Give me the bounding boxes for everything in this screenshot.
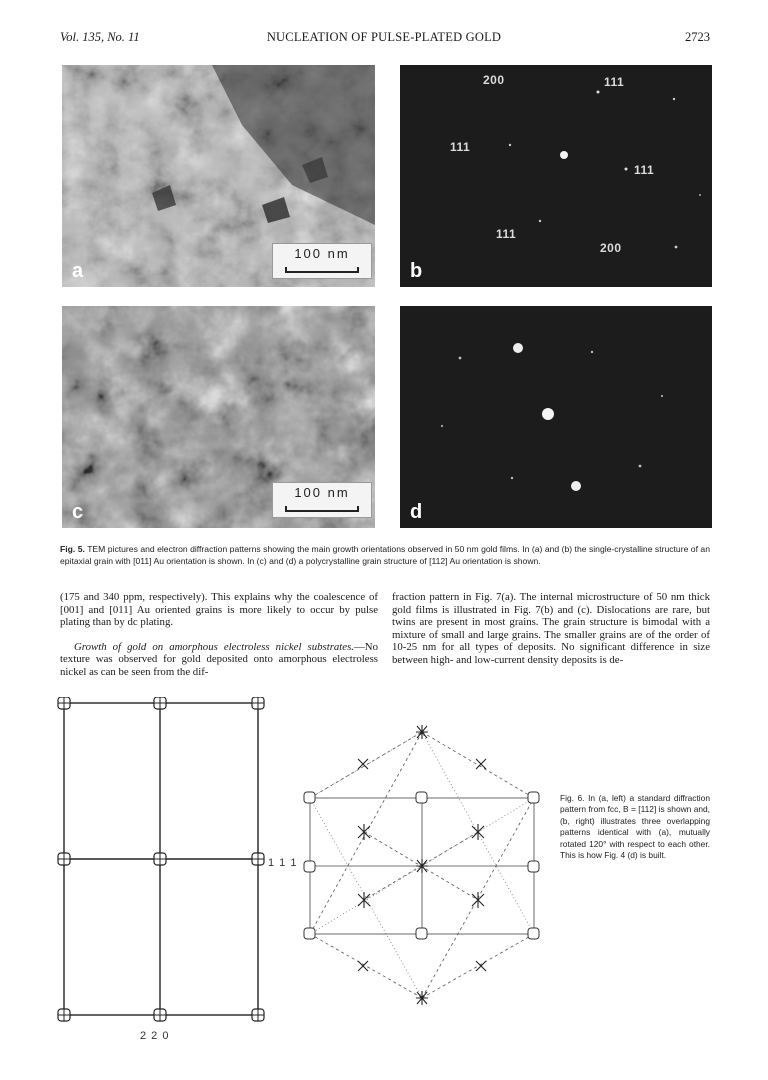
page-number: 2723: [685, 30, 710, 44]
tem-image-c: [62, 306, 375, 528]
scale-bar-a: [272, 243, 372, 279]
journal-volume: Vol. 135, No. 11: [60, 30, 140, 44]
index-label-111: 1 1 1: [268, 857, 298, 869]
reflection-111-left: 111: [450, 140, 471, 154]
figure-5-caption-text: TEM pictures and electron diffraction patterns showing the main growth orientations observed in 50 nm gold films. In (a) and (b) the single-crystalline structure of an epitaxial grain with [011] Au orientation is shown. In (c) and (d) a polycrystalline grain structure of [112] Au orientation is shown.: [60, 544, 710, 566]
reflection-111-bottom: 111: [496, 227, 517, 241]
running-title: NUCLEATION OF PULSE-PLATED GOLD: [266, 30, 502, 44]
scale-bar-label: 100 nm: [294, 246, 350, 261]
diffraction-pattern-d: [400, 306, 712, 528]
text-column-left: [60, 591, 378, 679]
tem-image-a: [62, 65, 375, 287]
scale-bar-c: [272, 482, 372, 518]
reflection-200-top: 200: [483, 73, 505, 87]
diffraction-grid-a: [50, 697, 280, 1037]
text-column-right: [392, 591, 710, 667]
section-heading: Growth of gold on amorphous electroless nickel substrates.: [74, 640, 354, 653]
figure-5-caption: [60, 543, 710, 567]
panel-label-d: d: [410, 501, 423, 523]
figure-6-caption: Fig. 6. In (a, left) a standard diffraction pattern from fcc, B = [112] is shown and, (b, right) illustrates three overlapping patterns identical with (a), mutually rotated 120° with respect to each other. This is how Fig. 4 (d) is built.: [560, 793, 710, 861]
paragraph: fraction pattern in Fig. 7(a). The internal microstructure of 50 nm thick gold films is illustrated in Fig. 7(b) and (c). Dislocations are rare, but twins are present in most grains. The grain structure is bimodal with a mixture of small and large grains. The smaller grains are of the order of 10-25 nm for all types of deposits. No significant difference in size between high- and low-current density deposits is de-: [392, 591, 710, 666]
scale-bar-label: 100 nm: [294, 485, 350, 500]
panel-label-c: c: [72, 501, 84, 523]
paragraph: (175 and 340 ppm, respectively). This explains why the coalescence of [001] and [011] Au oriented grains is more likely to occur by pulse plating than by dc plating.: [60, 591, 378, 629]
index-label-220: 2 2 0: [140, 1030, 170, 1042]
reflection-111-right: 111: [634, 163, 655, 177]
reflection-200-bottom: 200: [600, 241, 622, 255]
figure-5-label: Fig. 5.: [60, 544, 85, 554]
panel-label-a: a: [72, 260, 84, 282]
section-paragraph: [60, 641, 378, 679]
overlapping-patterns-b: [300, 722, 550, 1007]
section-text: —No texture was observed for gold deposited onto amorphous electroless nickel as can be seen from the dif-: [60, 640, 378, 678]
reflection-111-top-right: 111: [604, 75, 625, 89]
diffraction-pattern-b: [400, 65, 712, 287]
panel-label-b: b: [410, 260, 423, 282]
